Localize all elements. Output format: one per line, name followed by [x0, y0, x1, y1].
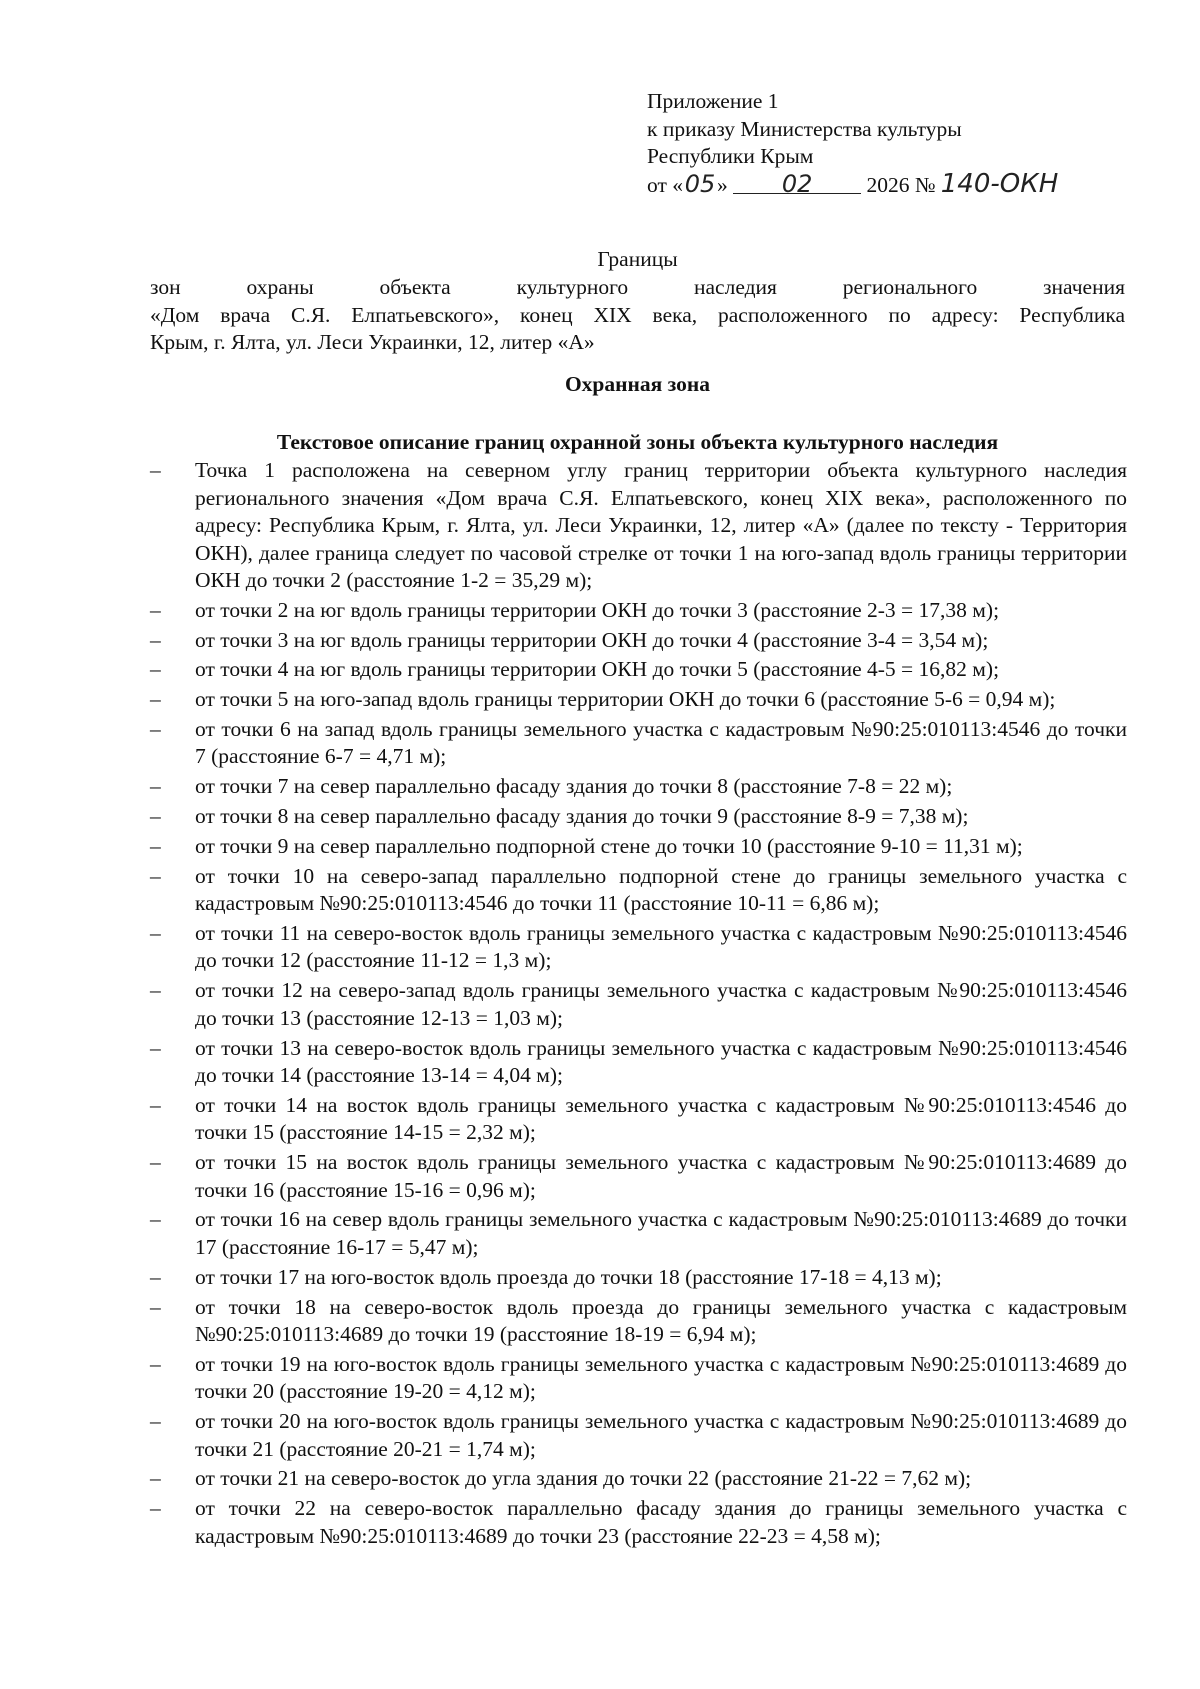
bullet-dash: –	[150, 1092, 161, 1117]
list-item	[150, 1264, 1127, 1292]
bullet-dash: –	[150, 1466, 161, 1491]
list-item-text: от точки 17 на юго-восток вдоль проезда до точки 18 (расстояние 17-18 = 4,13 м);	[195, 1264, 942, 1289]
list-item-text: от точки 12 на северо-запад вдоль границы земельного участка с кадастровым №90:25:010113:4546 до точки 13 (расстояние 12-13 = 1,03 м);	[195, 978, 1127, 1030]
list-item	[150, 977, 1127, 1032]
bullet-dash: –	[150, 1409, 161, 1434]
appendix-date-line	[647, 168, 1167, 200]
bullet-dash: –	[150, 627, 161, 652]
list-item	[150, 1351, 1127, 1406]
bullet-dash: –	[150, 1294, 161, 1319]
bullet-dash: –	[150, 1207, 161, 1232]
bullet-dash: –	[150, 1351, 161, 1376]
document-heading	[150, 246, 1125, 357]
list-item-text: от точки 20 на юго-восток вдоль границы земельного участка с кадастровым №90:25:010113:4689 до точки 21 (расстояние 20-21 = 1,74 м);	[195, 1409, 1127, 1461]
list-item	[150, 686, 1127, 714]
list-item	[150, 833, 1127, 861]
bullet-dash: –	[150, 863, 161, 888]
bullet-dash: –	[150, 1496, 161, 1521]
list-item	[150, 803, 1127, 831]
heading-line-1: зон охраны объекта культурного наследия регионального значения	[150, 274, 1125, 299]
list-item	[150, 1408, 1127, 1463]
bullet-dash: –	[150, 1264, 161, 1289]
list-item	[150, 1092, 1127, 1147]
bullet-dash: –	[150, 978, 161, 1003]
list-item-text: от точки 21 на северо-восток до угла здания до точки 22 (расстояние 21-22 = 7,62 м);	[195, 1466, 972, 1491]
bullet-dash: –	[150, 458, 161, 482]
appendix-line-1: Приложение 1	[647, 89, 779, 113]
bullet-dash: –	[150, 1150, 161, 1175]
heading-line-2: «Дом врача С.Я. Елпатьевского», конец XIX века, расположенного по адресу: Республика	[150, 302, 1125, 327]
list-item-text: от точки 19 на юго-восток вдоль границы земельного участка с кадастровым №90:25:010113:4689 до точки 20 (расстояние 19-20 = 4,12 м);	[195, 1351, 1127, 1404]
handwritten-month: 02	[781, 169, 813, 198]
heading-line-3: Крым, г. Ялта, ул. Леси Украинки, 12, литер «А»	[150, 330, 595, 355]
list-item-text: от точки 13 на северо-восток вдоль границы земельного участка с кадастровым №90:25:010113:4546 до точки 14 (расстояние 13-14 = 4,04 м);	[195, 1035, 1127, 1088]
list-item	[150, 1465, 1127, 1493]
list-item	[150, 1495, 1127, 1550]
bullet-dash: –	[150, 804, 161, 829]
date-mid: »	[717, 172, 728, 197]
list-item	[150, 1149, 1127, 1204]
boundary-description-list	[150, 457, 1127, 1553]
list-item-text: от точки 4 на юг вдоль границы территории ОКН до точки 5 (расстояние 4-5 = 16,82 м);	[195, 657, 1000, 682]
list-item-text: от точки 2 на юг вдоль границы территории ОКН до точки 3 (расстояние 2-3 = 17,38 м);	[195, 597, 1000, 622]
bullet-dash: –	[150, 716, 161, 741]
list-item	[150, 597, 1127, 625]
list-item	[150, 656, 1127, 684]
date-year: 2026 №	[866, 172, 936, 197]
bullet-dash: –	[150, 920, 161, 945]
list-item-text: от точки 14 на восток вдоль границы земельного участка с кадастровым №90:25:010113:4546 до точки 15 (расстояние 14-15 = 2,32 м);	[195, 1092, 1127, 1145]
list-item-text: от точки 15 на восток вдоль границы земельного участка с кадастровым №90:25:010113:4689 до точки 16 (расстояние 15-16 = 0,96 м);	[195, 1150, 1127, 1202]
list-item	[150, 1294, 1127, 1349]
subsection-title: Текстовое описание границ охранной зоны объекта культурного наследия	[276, 430, 999, 454]
list-item	[150, 627, 1127, 655]
list-item	[150, 863, 1127, 918]
bullet-dash: –	[150, 833, 161, 858]
list-item-text: от точки 7 на север параллельно фасаду здания до точки 8 (расстояние 7-8 = 22 м);	[195, 774, 953, 799]
section-title: Охранная зона	[564, 372, 711, 396]
list-item-text: от точки 11 на северо-восток вдоль границы земельного участка с кадастровым №90:25:010113:4546 до точки 12 (расстояние 11-12 = 1,3 м);	[195, 920, 1127, 973]
bullet-dash: –	[150, 774, 161, 799]
appendix-line-2: к приказу Министерства культуры	[647, 116, 962, 141]
list-item	[150, 716, 1127, 771]
bullet-dash: –	[150, 687, 161, 712]
heading-title: Границы	[597, 247, 678, 271]
handwritten-day: 05	[684, 169, 716, 198]
list-item-text: от точки 5 на юго-запад вдоль границы территории ОКН до точки 6 (расстояние 5-6 = 0,94 м);	[195, 687, 1056, 712]
bullet-dash: –	[150, 597, 161, 622]
bullet-dash: –	[150, 1035, 161, 1060]
date-prefix: от «	[647, 172, 683, 197]
list-item	[150, 773, 1127, 801]
list-item-text: от точки 6 на запад вдоль границы земельного участка с кадастровым №90:25:010113:4546 до точки 7 (расстояние 6-7 = 4,71 м);	[195, 716, 1127, 769]
appendix-block	[647, 88, 1167, 199]
list-item-text: Точка 1 расположена на северном углу границ территории объекта культурного наследия регионального значения «Дом врача С.Я. Елпатьевского, конец XIX века», расположенного по адресу: Республика Крым, г. Ялта, ул. Леси Украинки, 12, литер «А» (далее по тексту - Территория ОКН), далее граница следует по часовой стрелке от точки 1 на юго-запад вдоль границы территории ОКН до точки 2 (расстояние 1-2 = 35,29 м);	[195, 458, 1127, 592]
list-item	[150, 920, 1127, 975]
list-item-text: от точки 10 на северо-запад параллельно подпорной стене до границы земельного участка с кадастровым №90:25:010113:4546 до точки 11 (расстояние 10-11 = 6,86 м);	[195, 863, 1127, 916]
appendix-line-3: Республики Крым	[647, 144, 814, 168]
list-item-text: от точки 8 на север параллельно фасаду здания до точки 9 (расстояние 8-9 = 7,38 м);	[195, 804, 969, 829]
bullet-dash: –	[150, 657, 161, 682]
handwritten-order-number: 140-ОКН	[940, 168, 1059, 199]
list-item	[150, 1035, 1127, 1090]
month-blank	[733, 169, 861, 198]
list-item-text: от точки 22 на северо-восток параллельно фасаду здания до границы земельного участка с кадастровым №90:25:010113:4689 до точки 23 (расстояние 22-23 = 4,58 м);	[195, 1496, 1127, 1548]
list-item-text: от точки 18 на северо-восток вдоль проезда до границы земельного участка с кадастровым №90:25:010113:4689 до точки 19 (расстояние 18-19 = 6,94 м);	[195, 1294, 1127, 1347]
list-item-text: от точки 9 на север параллельно подпорной стене до точки 10 (расстояние 9-10 = 11,31 м);	[195, 833, 1023, 858]
list-item-text: от точки 3 на юг вдоль границы территории ОКН до точки 4 (расстояние 3-4 = 3,54 м);	[195, 627, 989, 652]
list-item-text: от точки 16 на север вдоль границы земельного участка с кадастровым №90:25:010113:4689 до точки 17 (расстояние 16-17 = 5,47 м);	[195, 1207, 1127, 1259]
list-item	[150, 1206, 1127, 1261]
list-item	[150, 457, 1127, 595]
